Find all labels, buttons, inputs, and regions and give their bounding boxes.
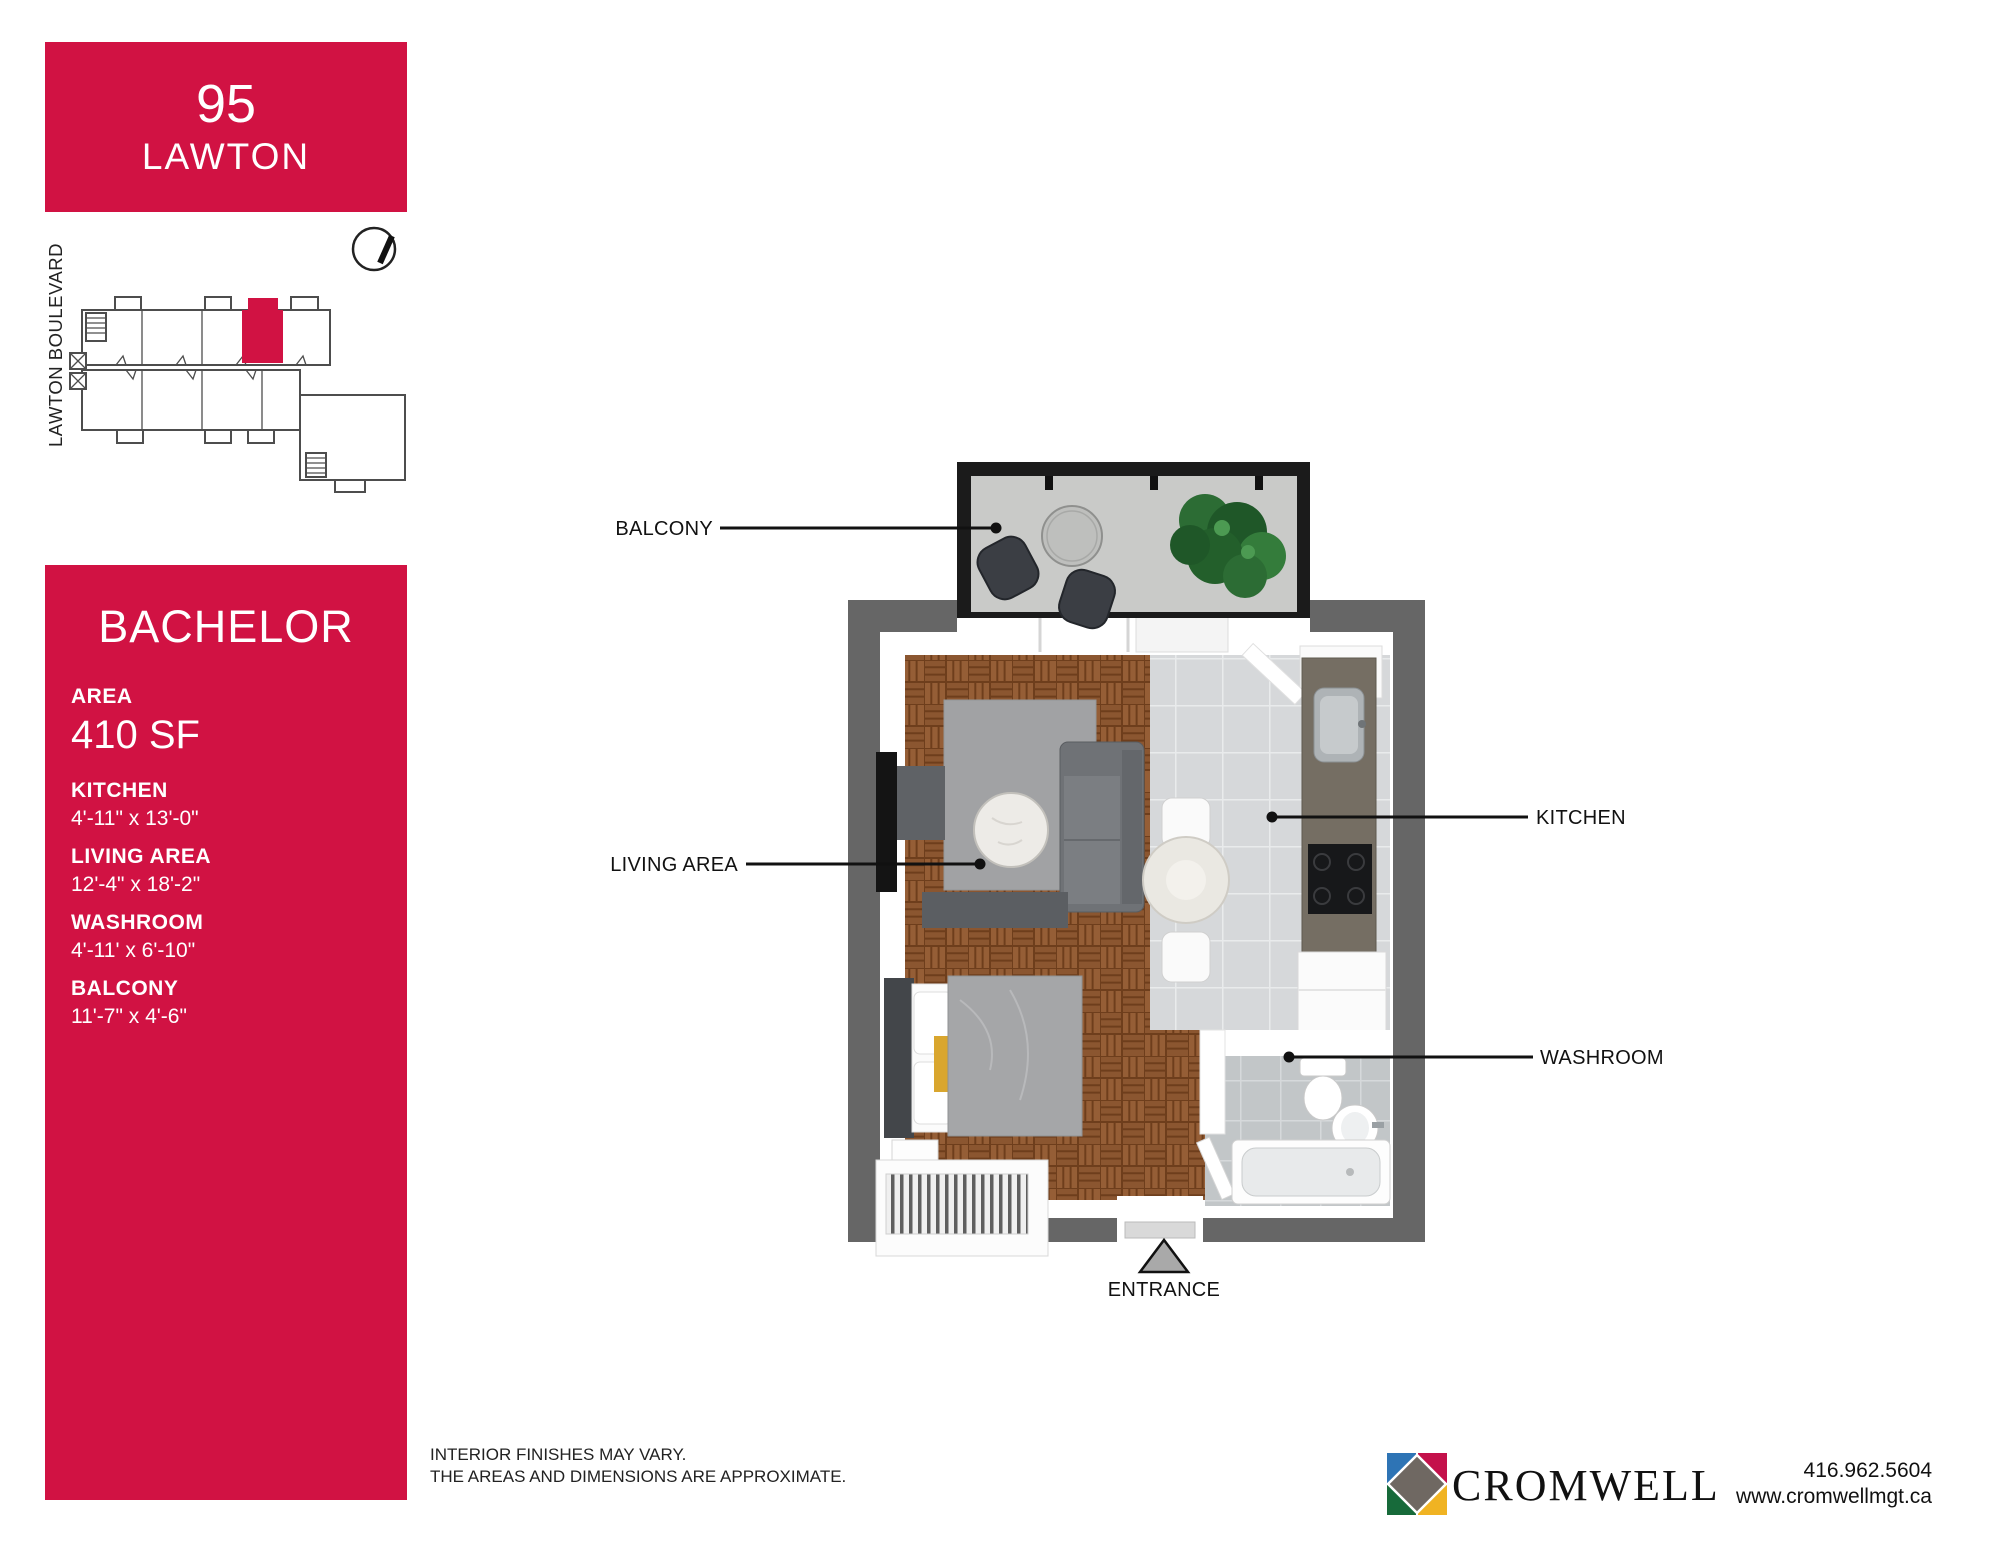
closet xyxy=(876,1160,1048,1256)
entrance-label: ENTRANCE xyxy=(1107,1279,1221,1301)
entrance-arrow-icon xyxy=(1140,1240,1188,1272)
building-outline xyxy=(70,297,405,492)
room-spec-living: LIVING AREA 12'-4" x 18'-2" xyxy=(71,845,212,896)
room-spec-kitchen: KITCHEN 4'-11" x 13'-0" xyxy=(71,779,199,830)
balcony-area xyxy=(957,462,1310,632)
room-spec-balcony: BALCONY 11'-7" x 4'-6" xyxy=(71,977,187,1028)
brand-name: CROMWELL xyxy=(1452,1461,1720,1510)
cromwell-logo-icon xyxy=(1386,1452,1448,1516)
street-number: 95 xyxy=(195,74,257,134)
callout-balcony xyxy=(615,518,1001,540)
svg-text:BALCONY: BALCONY xyxy=(615,518,713,540)
area-value: 410 SF xyxy=(71,713,200,757)
unit-type-title: BACHELOR xyxy=(98,601,354,652)
north-arrow-icon xyxy=(353,228,395,270)
entrance xyxy=(1117,1196,1203,1272)
highlighted-unit xyxy=(242,298,283,363)
bed xyxy=(884,976,1082,1138)
tv xyxy=(876,752,897,892)
phone-number: 416.962.5604 xyxy=(1803,1459,1932,1482)
street-label: LAWTON BOULEVARD xyxy=(45,242,66,447)
bathtub xyxy=(1232,1140,1390,1204)
street-name: LAWTON xyxy=(141,136,311,177)
tv-cabinet xyxy=(897,766,945,840)
balcony-table xyxy=(1042,506,1102,566)
svg-text:WASHROOM: WASHROOM xyxy=(1540,1047,1664,1069)
media-bench xyxy=(922,892,1068,928)
cooktop xyxy=(1308,844,1372,914)
sofa xyxy=(1060,742,1144,912)
coffee-table xyxy=(974,793,1048,867)
fridge xyxy=(1298,952,1386,1032)
svg-text:KITCHEN: KITCHEN xyxy=(1536,807,1626,829)
contact-info xyxy=(1736,1458,1932,1510)
disclaimer: INTERIOR FINISHES MAY VARY. THE AREAS AND DIMENSIONS ARE APPROXIMATE. xyxy=(430,1445,847,1486)
key-plan xyxy=(45,228,405,492)
washroom-wall xyxy=(1200,1030,1225,1134)
area-label: AREA xyxy=(71,685,133,708)
floor-plan xyxy=(848,462,1425,1272)
svg-text:LIVING AREA: LIVING AREA xyxy=(610,854,738,876)
website: www.cromwellmgt.ca xyxy=(1735,1485,1932,1508)
room-spec-washroom: WASHROOM 4'-11' x 6'-10" xyxy=(71,911,204,962)
